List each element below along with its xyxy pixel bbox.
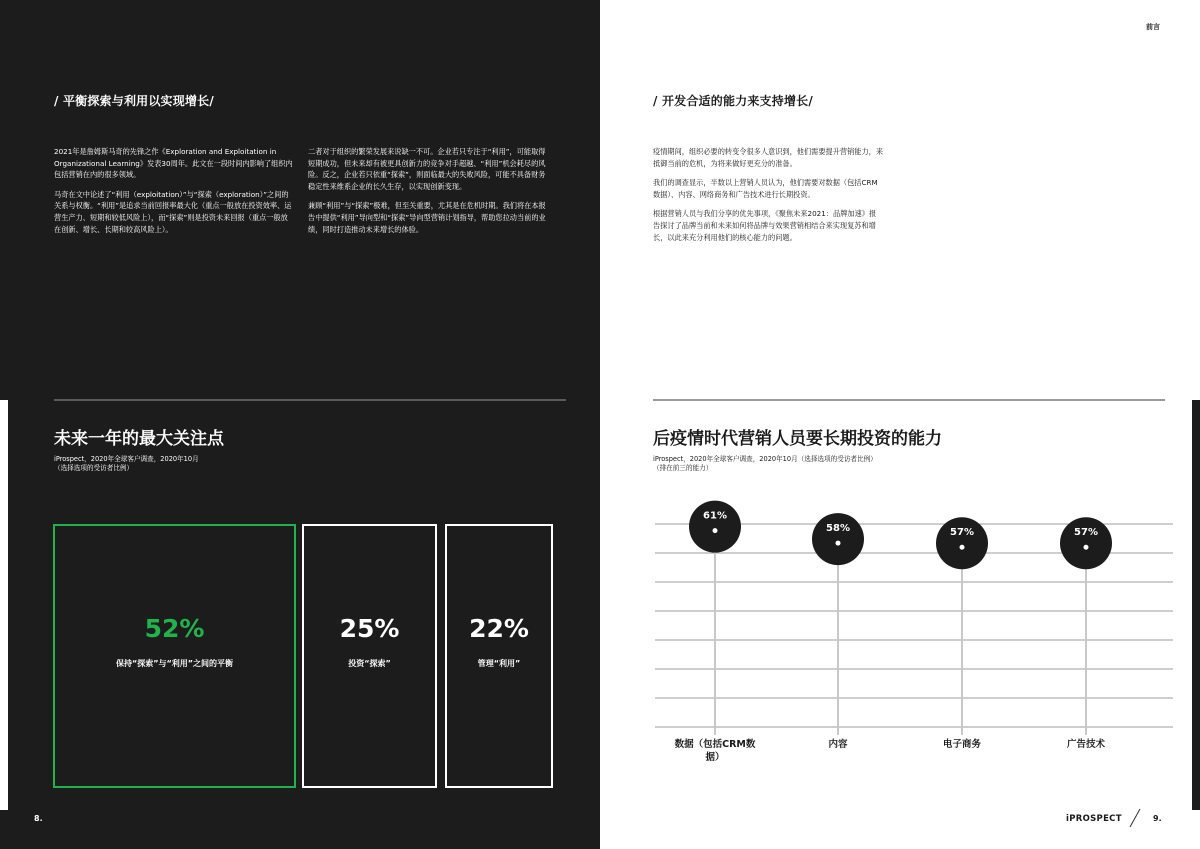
source-line: （选择选项的受访者比例） [54, 463, 134, 472]
chart-title: 未来一年的最大关注点 [54, 429, 224, 449]
divider [54, 399, 566, 401]
value-label: 57% [950, 527, 974, 539]
source-line: （排在前三的能力） [653, 463, 713, 472]
paragraph: 疫情期间，组织必要的转变令很多人意识到，他们需要提升营销能力，来抵御当前的危机，为将来做好更充分的准备。 [653, 147, 884, 168]
value-label: 57% [1074, 527, 1098, 539]
section-title: / 平衡探索与利用以实现增长/ [54, 94, 214, 108]
value-bubble [689, 501, 741, 553]
value-marker [1084, 545, 1089, 550]
stat-label: 保持“探索”与“利用”之间的平衡 [115, 659, 234, 668]
brand-logo: iPROSPECT [1066, 814, 1122, 824]
source-line: iProspect，2020年全球客户调查，2020年10月（选择选项的受访者比例） [653, 455, 877, 463]
value-marker [960, 545, 965, 550]
category-label: 内容 [828, 739, 848, 750]
value-bubble [1060, 517, 1112, 569]
text-column-1 [54, 146, 294, 243]
value-marker [713, 528, 718, 533]
page-number: 9. [1153, 814, 1162, 823]
slash-divider-icon [1128, 808, 1142, 828]
paragraph: 根据营销人员与我们分享的优先事项，《聚焦未来2021：品牌加速》报告探讨了品牌当前和未来如何将品牌与效果营销相结合来实现复苏和增长，以此来充分利用他们的核心能力的问题。 [653, 209, 877, 242]
paragraph: 我们的调查显示，半数以上营销人员认为，他们需要对数据（包括CRM数据）、内容、网络商务和广告技术进行长期投资。 [653, 178, 878, 199]
header-label: 前言 [1146, 23, 1160, 31]
page-number: 8. [34, 814, 43, 823]
bubble-chart [600, 0, 1200, 849]
page-edge-bar [1192, 400, 1200, 810]
stat-box-balance [53, 524, 296, 788]
value-label: 61% [703, 510, 727, 522]
stat-box-explore [302, 524, 437, 788]
value-marker [836, 541, 841, 546]
paragraph: 2021年是詹姆斯马奇的先锋之作《Exploration and Exploitation in Organizational Learning》发表30周年。此文在一段时间内影响了组织内包括营销在内的很多领域。 [54, 147, 293, 180]
category-label: 电子商务 [942, 739, 981, 750]
category-label: 广告技术 [1066, 739, 1105, 750]
stat-label: 管理“利用” [477, 659, 521, 668]
source-note [54, 455, 199, 472]
stat-label: 投资“探索” [348, 659, 391, 668]
value-bubble [812, 513, 864, 565]
value-bubble [936, 517, 988, 569]
value-label: 58% [826, 523, 850, 535]
text-column-2 [308, 146, 550, 243]
stat-value: 22% [469, 614, 529, 643]
category-label: 数据（包括CRM数据） [674, 739, 756, 763]
section-title: / 开发合适的能力来支持增长/ [653, 94, 813, 108]
paragraph: 马奇在文中论述了“利用（exploitation）”与“探索（exploration）”之间的关系与权衡。“利用”是追求当前回报率最大化（重点一般放在投资效率、运营生产力、短期和较低风险上），而“探索”则是投资未来回报（重点一般放在创新、增长、长期和较高风险上）。 [54, 189, 292, 234]
paragraph: 兼顾“利用”与“探索”极难，但至关重要，尤其是在危机时期。我们将在本报告中提供“利用”导向型和“探索”导向型营销计划指导，帮助您拉动当前的业绩，同时打造推动未来增长的体验。 [308, 201, 546, 234]
page-edge-bar [0, 400, 8, 810]
stat-value: 25% [339, 614, 400, 643]
stat-value: 52% [144, 614, 205, 643]
right-page [600, 0, 1200, 849]
stat-box-exploit [445, 524, 553, 788]
source-line: iProspect，2020年全球客户调查，2020年10月 [54, 455, 199, 463]
paragraph: 二者对于组织的繁荣发展来说缺一不可。企业若只专注于“利用”，可能取得短期成功，但未来却有被更具创新力的竞争对手超越、“利用”机会耗尽的风险。反之，企业若只依重“探索”，则面临最大的失败风险，可能不具备财务稳定性来维系企业的长久生存，以实现创新变现。 [308, 147, 546, 191]
chart-title: 后疫情时代营销人员要长期投资的能力 [653, 429, 942, 449]
